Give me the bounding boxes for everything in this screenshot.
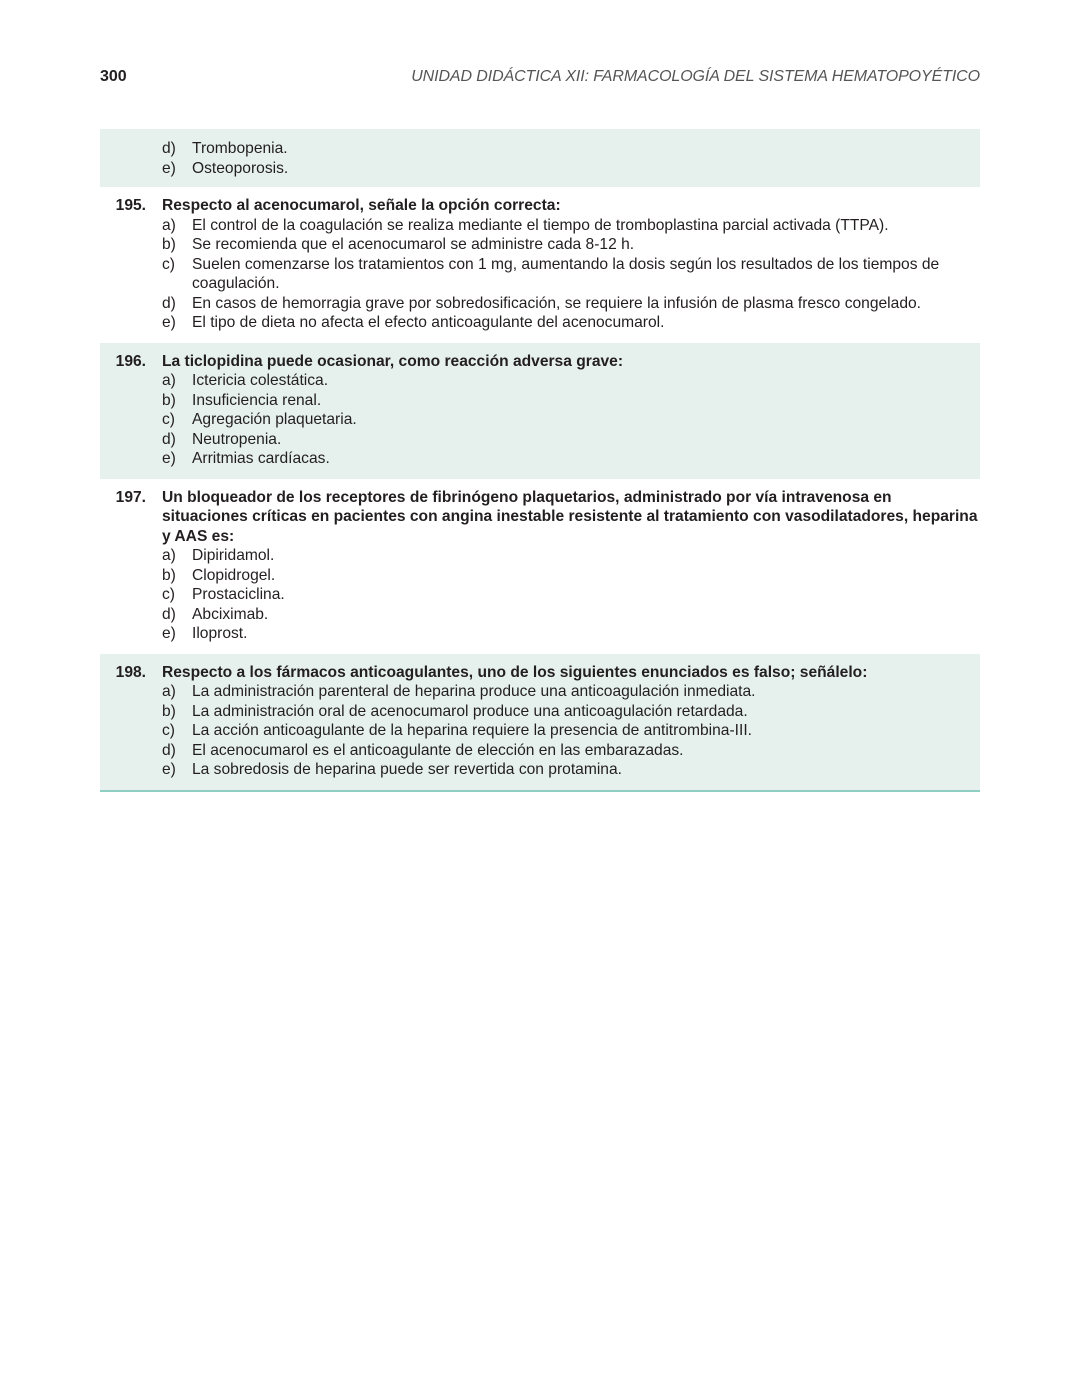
option-letter: d) xyxy=(162,294,176,312)
option-row xyxy=(100,760,980,780)
option-letter: d) xyxy=(162,140,176,157)
option-row xyxy=(100,430,980,450)
option-row xyxy=(100,391,980,411)
option-text: Neutropenia. xyxy=(192,430,282,448)
option-row xyxy=(100,682,980,702)
option-text: Trombopenia. xyxy=(192,140,288,157)
question-list xyxy=(100,129,980,792)
option-text: El control de la coagulación se realiza mediante el tiempo de tromboplastina parcial activada (TTPA). xyxy=(192,216,889,234)
question-text: Respecto al acenocumarol, señale la opción correcta: xyxy=(162,197,561,214)
option-letter: a) xyxy=(162,547,176,564)
option-row xyxy=(100,371,980,391)
option-letter: a) xyxy=(162,683,176,700)
question-stem xyxy=(100,488,980,547)
option-text: Iloprost. xyxy=(192,625,248,642)
question-text: Respecto a los fármacos anticoagulantes, uno de los siguientes enunciados es falso; señálelo: xyxy=(162,663,868,681)
option-letter: c) xyxy=(162,586,175,603)
option-letter: a) xyxy=(162,372,176,389)
option-row xyxy=(100,566,980,586)
question-number: 198. xyxy=(115,663,146,681)
question-198 xyxy=(100,654,980,792)
option-text: La administración parenteral de heparina produce una anticoagulación inmediata. xyxy=(192,683,756,700)
option-row xyxy=(100,139,980,159)
option-text: En casos de hemorragia grave por sobredosificación, se requiere la infusión de plasma fresco congelado. xyxy=(192,294,921,312)
option-letter: b) xyxy=(162,566,176,584)
option-row xyxy=(100,741,980,761)
question-stem xyxy=(100,352,980,372)
option-row xyxy=(100,255,980,294)
option-row xyxy=(100,546,980,566)
option-letter: e) xyxy=(162,314,176,331)
question-continuation xyxy=(100,129,980,187)
option-letter: c) xyxy=(162,255,175,273)
option-letter: b) xyxy=(162,236,176,253)
option-text: Arritmias cardíacas. xyxy=(192,450,330,467)
option-letter: b) xyxy=(162,702,176,720)
question-stem xyxy=(100,196,980,216)
option-letter: c) xyxy=(162,411,175,428)
option-letter: e) xyxy=(162,625,176,642)
option-row xyxy=(100,159,980,179)
question-number: 197. xyxy=(115,488,146,506)
option-letter: d) xyxy=(162,430,176,448)
option-row xyxy=(100,605,980,625)
question-stem xyxy=(100,663,980,683)
option-text: Se recomienda que el acenocumarol se administre cada 8-12 h. xyxy=(192,236,635,253)
option-text: El tipo de dieta no afecta el efecto anticoagulante del acenocumarol. xyxy=(192,314,665,331)
option-row xyxy=(100,410,980,430)
page-number: 300 xyxy=(100,68,127,85)
option-text: Prostaciclina. xyxy=(192,586,285,603)
option-row xyxy=(100,313,980,333)
question-196 xyxy=(100,343,980,479)
option-letter: e) xyxy=(162,761,176,778)
option-row xyxy=(100,585,980,605)
option-letter: e) xyxy=(162,159,176,177)
option-letter: d) xyxy=(162,605,176,623)
option-row xyxy=(100,235,980,255)
option-row xyxy=(100,721,980,741)
option-row xyxy=(100,624,980,644)
option-text: Abciximab. xyxy=(192,605,269,623)
option-text: La sobredosis de heparina puede ser revertida con protamina. xyxy=(192,761,622,778)
option-text: Agregación plaquetaria. xyxy=(192,411,357,428)
question-197 xyxy=(100,479,980,654)
option-letter: e) xyxy=(162,450,176,467)
option-row xyxy=(100,702,980,722)
option-letter: c) xyxy=(162,722,175,739)
option-letter: b) xyxy=(162,391,176,409)
question-text: Un bloqueador de los receptores de fibrinógeno plaquetarios, administrado por vía intravenosa en situaciones críticas en pacientes con angina inestable resistente al tratamiento con vasodilatadores, heparina y AAS es: xyxy=(162,488,978,545)
option-row xyxy=(100,449,980,469)
question-text: La ticlopidina puede ocasionar, como reacción adversa grave: xyxy=(162,352,624,370)
option-letter: d) xyxy=(162,741,176,759)
option-text: Insuficiencia renal. xyxy=(192,391,322,409)
question-195 xyxy=(100,187,980,343)
option-text: Ictericia colestática. xyxy=(192,372,329,389)
option-row xyxy=(100,216,980,236)
option-text: El acenocumarol es el anticoagulante de elección en las embarazadas. xyxy=(192,741,684,759)
option-text: Dipiridamol. xyxy=(192,547,275,564)
option-text: Osteoporosis. xyxy=(192,159,289,177)
option-text: Clopidrogel. xyxy=(192,566,276,584)
option-row xyxy=(100,294,980,314)
option-text: Suelen comenzarse los tratamientos con 1 mg, aumentando la dosis según los resultados de los tiempos de coagulación. xyxy=(192,255,940,292)
running-header: UNIDAD DIDÁCTICA XII: FARMACOLOGÍA DEL SISTEMA HEMATOPOYÉTICO xyxy=(411,68,980,85)
question-number: 195. xyxy=(115,197,146,214)
option-text: La administración oral de acenocumarol produce una anticoagulación retardada. xyxy=(192,702,748,720)
option-text: La acción anticoagulante de la heparina requiere la presencia de antitrombina-III. xyxy=(192,722,753,739)
option-letter: a) xyxy=(162,216,176,234)
question-number: 196. xyxy=(115,352,146,370)
